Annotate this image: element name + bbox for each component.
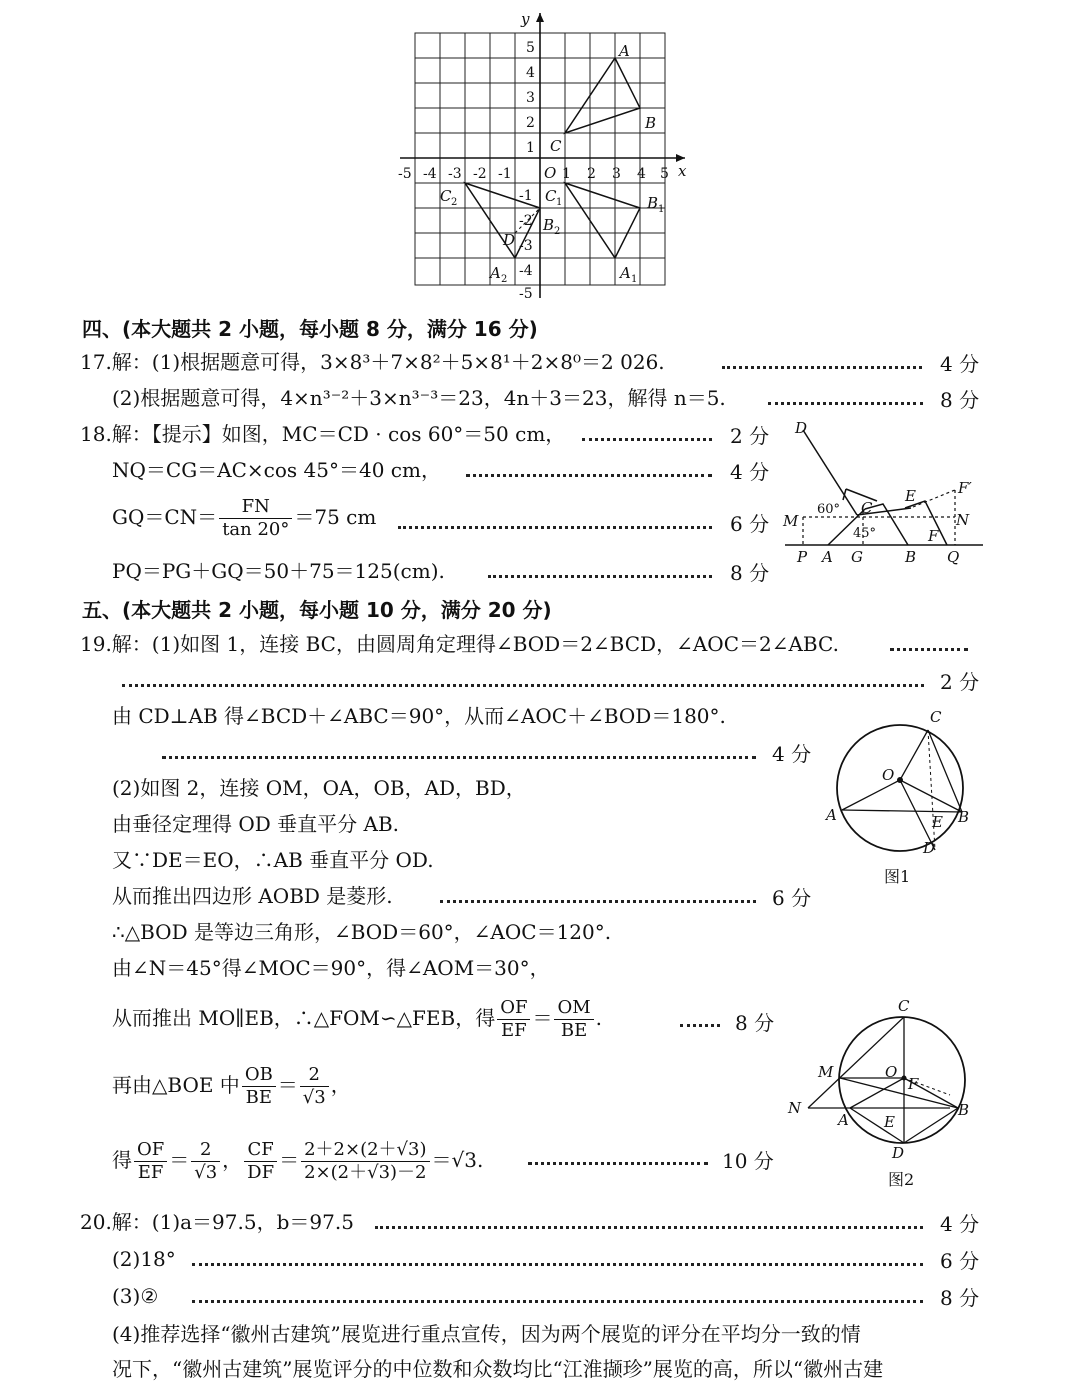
point-a2: A [490, 264, 501, 282]
q17-line-2: (2)根据题意可得，4×n³⁻²＋3×n³⁻³＝23，4n＋3＝23，解得 n＝5. [112, 386, 726, 410]
denominator: tan 20° [222, 519, 290, 540]
fig2-n: N [788, 1099, 802, 1117]
fig2-b: B [958, 1101, 970, 1119]
fig2-m: M [818, 1063, 834, 1081]
q19-line-10: 再由△BOE 中 $\frac{OB}{BE}$ ＝ $\frac{2}{√3}$ ， [112, 1064, 351, 1108]
fig18-a: A [822, 548, 833, 566]
denominator: EF [501, 1020, 527, 1041]
fraction [301, 1139, 429, 1184]
grid-origin-label: O [544, 164, 557, 182]
fig1-caption: 图1 [884, 867, 911, 886]
fig2-d: D [892, 1144, 905, 1162]
point-c1: C [545, 187, 557, 205]
leader-dots [528, 1162, 708, 1165]
fig2-caption: 图2 [888, 1170, 915, 1189]
fig18-f: F [928, 527, 939, 545]
denominator: BE [245, 1087, 272, 1108]
numerator: CF [244, 1139, 277, 1162]
numerator: OM [554, 997, 593, 1020]
q19-score-11: 10 分 [722, 1149, 774, 1173]
q20-score-2: 6 分 [940, 1249, 980, 1273]
q20-line-1: 20.解：(1)a＝97.5，b＝97.5 [80, 1210, 354, 1234]
q19-figure-2 [780, 995, 985, 1195]
x-tick: -2 [473, 166, 487, 182]
fig18-p: P [797, 548, 808, 566]
q18-figure [775, 415, 990, 575]
denominator: √3 [302, 1087, 326, 1108]
y-tick: -4 [519, 263, 533, 279]
denominator: 2×(2＋√3)－2 [304, 1162, 427, 1183]
leader-dots [466, 474, 712, 477]
fig1-c: C [930, 708, 942, 726]
fig2-c: C [898, 997, 910, 1015]
q19-l9-text: 从而推出 MO∥EB，∴△FOM∽△FEB，得 [112, 1006, 496, 1030]
fraction [191, 1139, 220, 1184]
q19-figure-1 [820, 700, 985, 890]
x-tick: 1 [562, 166, 571, 182]
x-tick: -3 [448, 166, 462, 182]
numerator: 2 [191, 1139, 220, 1162]
y-tick: 5 [526, 40, 535, 56]
q19-score-9: 8 分 [735, 1011, 775, 1035]
fraction [242, 1064, 276, 1109]
q17-line-1: 17.解：(1)根据题意可得，3×8³＋7×8²＋5×8¹＋2×8⁰＝2 026. [80, 350, 665, 374]
leader-dots [122, 684, 924, 687]
q18-score-4: 8 分 [730, 561, 770, 585]
q20-line-4: (4)推荐选择“徽州古建筑”展览进行重点宣传，因为两个展览的评分在平均分一致的情 [112, 1322, 861, 1346]
numerator: FN [219, 496, 292, 519]
leader-dots [192, 1263, 923, 1266]
q18-score-2: 4 分 [730, 460, 770, 484]
y-tick: -5 [519, 286, 533, 302]
fig18-e: E [905, 487, 916, 505]
fig1-a: A [826, 806, 837, 824]
fig1-e: E [932, 813, 943, 831]
q19-line-4: 由垂径定理得 OD 垂直平分 AB. [112, 812, 400, 836]
y-tick: -3 [519, 238, 533, 254]
leader-dots [192, 1300, 923, 1303]
y-tick: 3 [526, 90, 535, 106]
leader-dots [488, 575, 712, 578]
leader-dots [680, 1024, 720, 1027]
y-tick: 2 [526, 115, 535, 131]
q18-line-4: PQ＝PG＋GQ＝50＋75＝125(cm). [112, 559, 445, 583]
fraction [219, 496, 292, 541]
fig1-o: O [882, 766, 895, 784]
y-tick: -1 [519, 188, 533, 204]
q19-l10-text: 再由△BOE 中 [112, 1073, 240, 1097]
section-5-title: 五、(本大题共 2 小题，每小题 10 分，满分 20 分) [82, 598, 552, 622]
q18-line-1: 18.解：【提示】如图，MC＝CD · cos 60°＝50 cm， [80, 422, 566, 446]
q19-line-2: 由 CD⊥AB 得∠BCD＋∠ABC＝90°，从而∠AOC＋∠BOD＝180°. [112, 704, 726, 728]
q18-line-2: NQ＝CG＝AC×cos 45°＝40 cm， [112, 458, 441, 482]
fig18-g: G [851, 548, 863, 566]
point-b2: B [543, 216, 555, 234]
y-tick: -2 [519, 213, 533, 229]
fig1-d: D [923, 839, 936, 857]
y-tick: 4 [526, 65, 535, 81]
equals: ＝ [532, 1006, 553, 1030]
q19-line-8: 由∠N＝45°得∠MOC＝90°，得∠AOM＝30°， [112, 956, 550, 980]
denominator: DF [247, 1162, 275, 1183]
leader-dots [768, 402, 923, 405]
fraction [554, 997, 593, 1042]
fig18-n: N [956, 511, 970, 529]
coordinate-grid-figure [395, 8, 695, 303]
q20-score-1: 4 分 [940, 1212, 980, 1236]
fig2-f: F [908, 1075, 919, 1093]
leader-dots [398, 526, 712, 529]
numerator: OF [134, 1139, 167, 1162]
q20-line-3: (3)② [112, 1284, 159, 1308]
point-b: B [645, 114, 657, 132]
denominator: √3 [194, 1162, 218, 1183]
x-tick: 4 [637, 166, 646, 182]
denominator: BE [560, 1020, 588, 1041]
numerator: 2 [300, 1064, 329, 1087]
q19-score-1: 2 分 [940, 670, 980, 694]
fraction [300, 1064, 329, 1109]
q19-line-9: 从而推出 MO∥EB，∴△FOM∽△FEB，得 $\frac{OF}{EF}$ ＝ $\frac{OM}{BE}$ . [112, 997, 603, 1041]
leader-dots [890, 648, 968, 651]
fig18-q: Q [947, 548, 960, 566]
fig18-angle-60: 60° [817, 502, 841, 517]
fig18-d: D [795, 419, 808, 437]
y-tick: 1 [526, 140, 535, 156]
point-d: D [503, 231, 516, 249]
q19-line-3: (2)如图 2，连接 OM，OA，OB，AD，BD， [112, 776, 526, 800]
section-4-title: 四、(本大题共 2 小题，每小题 8 分，满分 16 分) [82, 317, 538, 341]
leader-dots [440, 900, 756, 903]
grid-x-label: x [678, 162, 687, 180]
q19-line-5: 又∵DE＝EO，∴AB 垂直平分 OD. [112, 848, 434, 872]
fig18-angle-45: 45° [853, 526, 877, 541]
x-tick: -5 [398, 166, 412, 182]
point-a1: A [620, 264, 631, 282]
q19-l11-end: ＝√3. [431, 1148, 484, 1172]
q17-score-2: 8 分 [940, 388, 980, 412]
point-a: A [619, 42, 630, 60]
fig18-f1: F′ [958, 479, 972, 497]
numerator: 2＋2×(2＋√3) [301, 1139, 429, 1162]
sub-c1: 1 [556, 197, 563, 208]
leader-dots [722, 366, 922, 369]
fig2-e: E [884, 1113, 895, 1131]
x-tick: -1 [498, 166, 512, 182]
q19-score-2: 4 分 [772, 742, 812, 766]
q19-line-6: 从而推出四边形 AOBD 是菱形. [112, 884, 393, 908]
sub-a2: 2 [501, 274, 508, 285]
numerator: OB [242, 1064, 276, 1087]
sub-b1: 1 [658, 204, 665, 215]
fig1-b: B [958, 808, 970, 826]
leader-dots [162, 756, 756, 759]
q19-line-7: ∴△BOD 是等边三角形，∠BOD＝60°，∠AOC＝120°. [112, 920, 612, 944]
point-b1: B [647, 194, 659, 212]
q17-score-1: 4 分 [940, 352, 980, 376]
q18-score-1: 2 分 [730, 424, 770, 448]
x-tick: 5 [660, 166, 669, 182]
point-c: C [550, 137, 562, 155]
q19-line-1: 19.解：(1)如图 1，连接 BC，由圆周角定理得∠BOD＝2∠BCD，∠AOC＝2∠ABC. [80, 632, 839, 656]
grid-y-label: y [521, 10, 530, 28]
q18-score-3: 6 分 [730, 512, 770, 536]
numerator: OF [497, 997, 530, 1020]
point-c2: C [440, 187, 452, 205]
q20-line-2: (2)18° [112, 1247, 176, 1271]
fig18-m: M [783, 512, 799, 530]
x-tick: 2 [587, 166, 596, 182]
q20-score-3: 8 分 [940, 1286, 980, 1310]
sub-c2: 2 [451, 197, 458, 208]
fig2-a: A [838, 1111, 849, 1129]
fig18-c: C [861, 499, 873, 517]
q18-gq-label: GQ＝CN＝ [112, 505, 218, 529]
leader-dots [375, 1226, 923, 1229]
denominator: EF [137, 1162, 164, 1183]
fraction [244, 1139, 277, 1184]
fraction [134, 1139, 167, 1184]
sub-b2: 2 [554, 226, 561, 237]
q20-line-5: 况下，“徽州古建筑”展览评分的中位数和众数均比“江淮撷珍”展览的高，所以“徽州古建 [112, 1357, 884, 1381]
q19-score-6: 6 分 [772, 886, 812, 910]
fig18-b: B [905, 548, 917, 566]
q19-line-11: 得 $\frac{OF}{EF}$ ＝ $\frac{2}{√3}$ ， $\frac{CF}{DF}$ ＝ $\frac{2+2\times(2+√3)}{2\times(2+√3)-2}$ ＝√3. [112, 1139, 484, 1183]
fig2-o: O [885, 1063, 898, 1081]
q18-gq-value: ＝75 cm [294, 505, 377, 529]
leader-dots [582, 438, 712, 441]
fraction [497, 997, 530, 1042]
sub-a1: 1 [631, 274, 638, 285]
x-tick: 3 [612, 166, 621, 182]
x-tick: -4 [423, 166, 437, 182]
q19-l11-text: 得 [112, 1148, 132, 1172]
